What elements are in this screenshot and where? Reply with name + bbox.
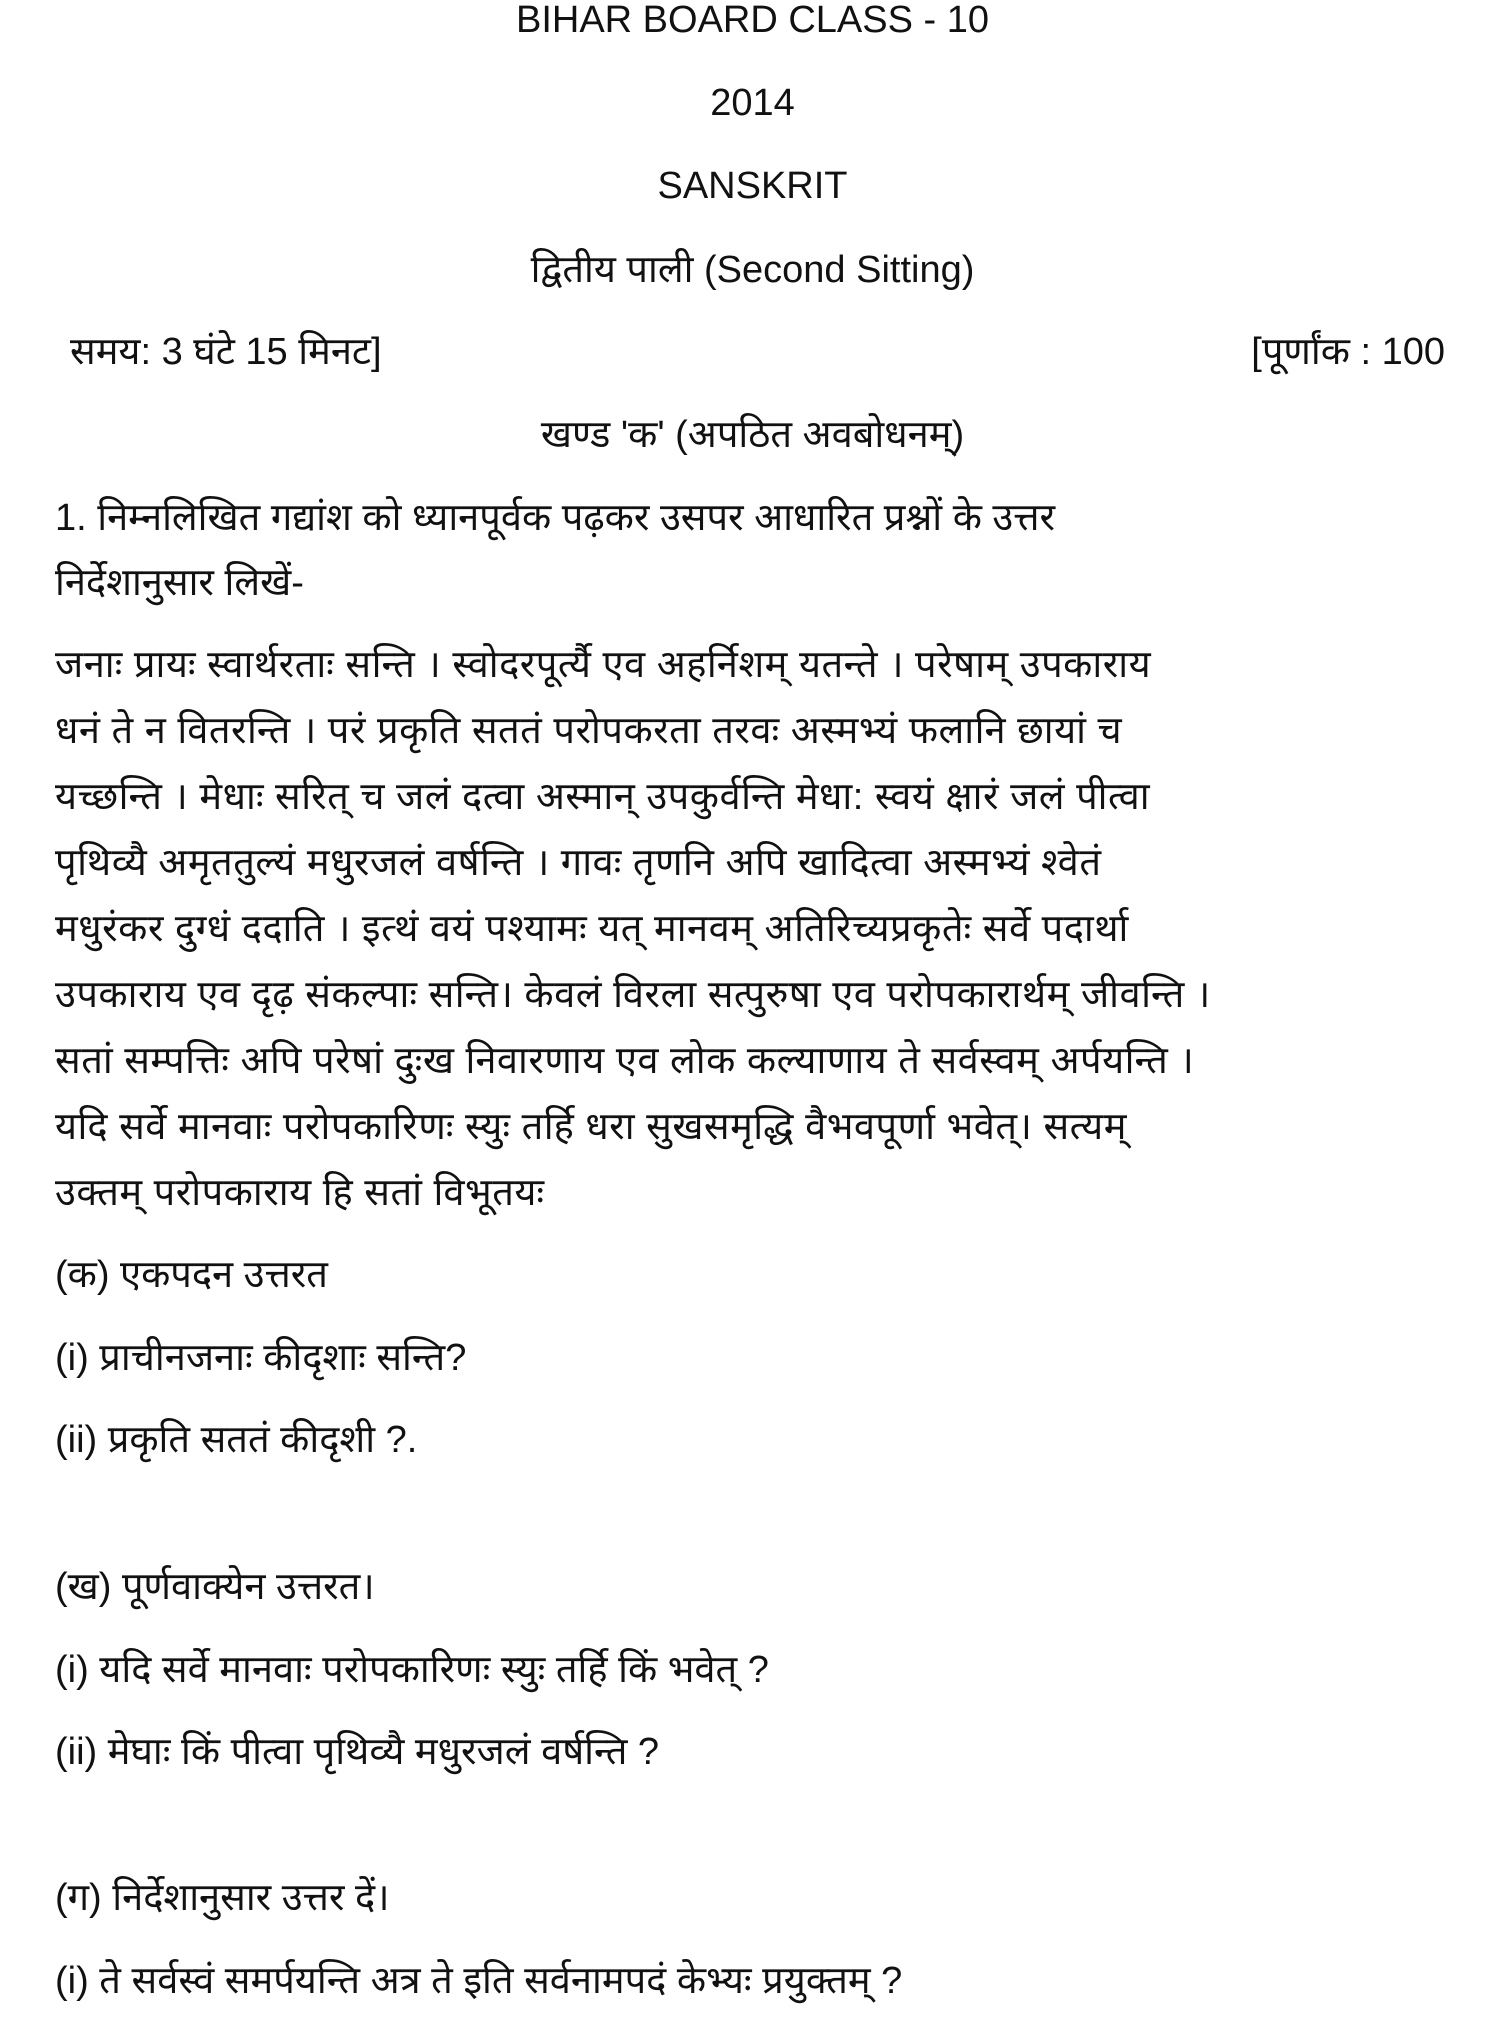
passage-line: उक्तम् परोपकाराय हि सतां विभूतयः bbox=[55, 1172, 545, 1214]
part-heading: (ख) पूर्णवाक्येन उत्तरत। bbox=[55, 1566, 375, 1608]
passage-line: पृथिव्यै अमृततुल्यं मधुरजलं वर्षन्ति । गावः तृणनि अपि खादित्वा अस्मभ्यं श्वेतं bbox=[55, 842, 1102, 884]
sitting-label: द्वितीय पाली (Second Sitting) bbox=[530, 249, 975, 291]
passage-line: जनाः प्रायः स्वार्थरताः सन्ति । स्वोदरपूर्त्यै एव अहर्निशम् यतन्ते । परेषाम् उपकाराय bbox=[55, 644, 1152, 686]
passage-line: यच्छन्ति । मेधाः सरित् च जलं दत्वा अस्मान् उपकुर्वन्ति मेधा: स्वयं क्षारं जलं पीत्वा bbox=[55, 776, 1151, 818]
passage-line: सतां सम्पत्तिः अपि परेषां दुःख निवारणाय एव लोक कल्याणाय ते सर्वस्वम् अर्पयन्ति । bbox=[55, 1040, 1195, 1082]
sub-question: (i) यदि सर्वे मानवाः परोपकारिणः स्युः तर्हि किं भवेत् ? bbox=[55, 1649, 769, 1691]
question-instruction-cont: निर्देशानुसार लिखें- bbox=[55, 562, 304, 604]
sub-question: (ii) मेघाः किं पीत्वा पृथिव्यै मधुरजलं वर्षन्ति ? bbox=[55, 1731, 660, 1773]
sub-question: (ii) प्रकृति सततं कीदृशी ?. bbox=[55, 1419, 418, 1461]
passage-line: मधुरंकर दुग्धं ददाति । इत्थं वयं पश्यामः यत् मानवम् अतिरिच्यप्रकृतेः सर्वे पदार्था bbox=[55, 908, 1129, 950]
part-heading: (क) एकपदन उत्तरत bbox=[55, 1254, 328, 1296]
full-marks: [पूर्णांक : 100 bbox=[1251, 331, 1445, 373]
board-title: BIHAR BOARD CLASS - 10 bbox=[515, 0, 990, 41]
section-title: खण्ड 'क' (अपठित अवबोधनम्) bbox=[540, 414, 965, 456]
passage-line: धनं ते न वितरन्ति । परं प्रकृति सततं परोपकरता तरवः अस्मभ्यं फलानि छायां च bbox=[55, 710, 1123, 752]
sub-question: (i) प्राचीनजनाः कीदृशाः सन्ति? bbox=[55, 1337, 467, 1379]
exam-year: 2014 bbox=[710, 82, 795, 124]
part-heading: (ग) निर्देशानुसार उत्तर दें। bbox=[55, 1877, 390, 1919]
time-allowed: समय: 3 घंटे 15 मिनट] bbox=[70, 331, 382, 373]
passage-line: यदि सर्वे मानवाः परोपकारिणः स्युः तर्हि धरा सुखसमृद्धि वैभवपूर्णा भवेत्। सत्यम् bbox=[55, 1106, 1127, 1148]
subject-title: SANSKRIT bbox=[657, 165, 848, 207]
passage-line: उपकाराय एव दृढ़ संकल्पाः सन्ति। केवलं विरला सत्पुरुषा एव परोपकारार्थम् जीवन्ति । bbox=[55, 974, 1211, 1016]
question-instruction: 1. निम्नलिखित गद्यांश को ध्यानपूर्वक पढ़कर उसपर आधारित प्रश्नों के उत्तर bbox=[55, 497, 1056, 539]
sub-question: (i) ते सर्वस्वं समर्पयन्ति अत्र ते इति सर्वनामपदं केभ्यः प्रयुक्तम् ? bbox=[55, 1960, 903, 2002]
